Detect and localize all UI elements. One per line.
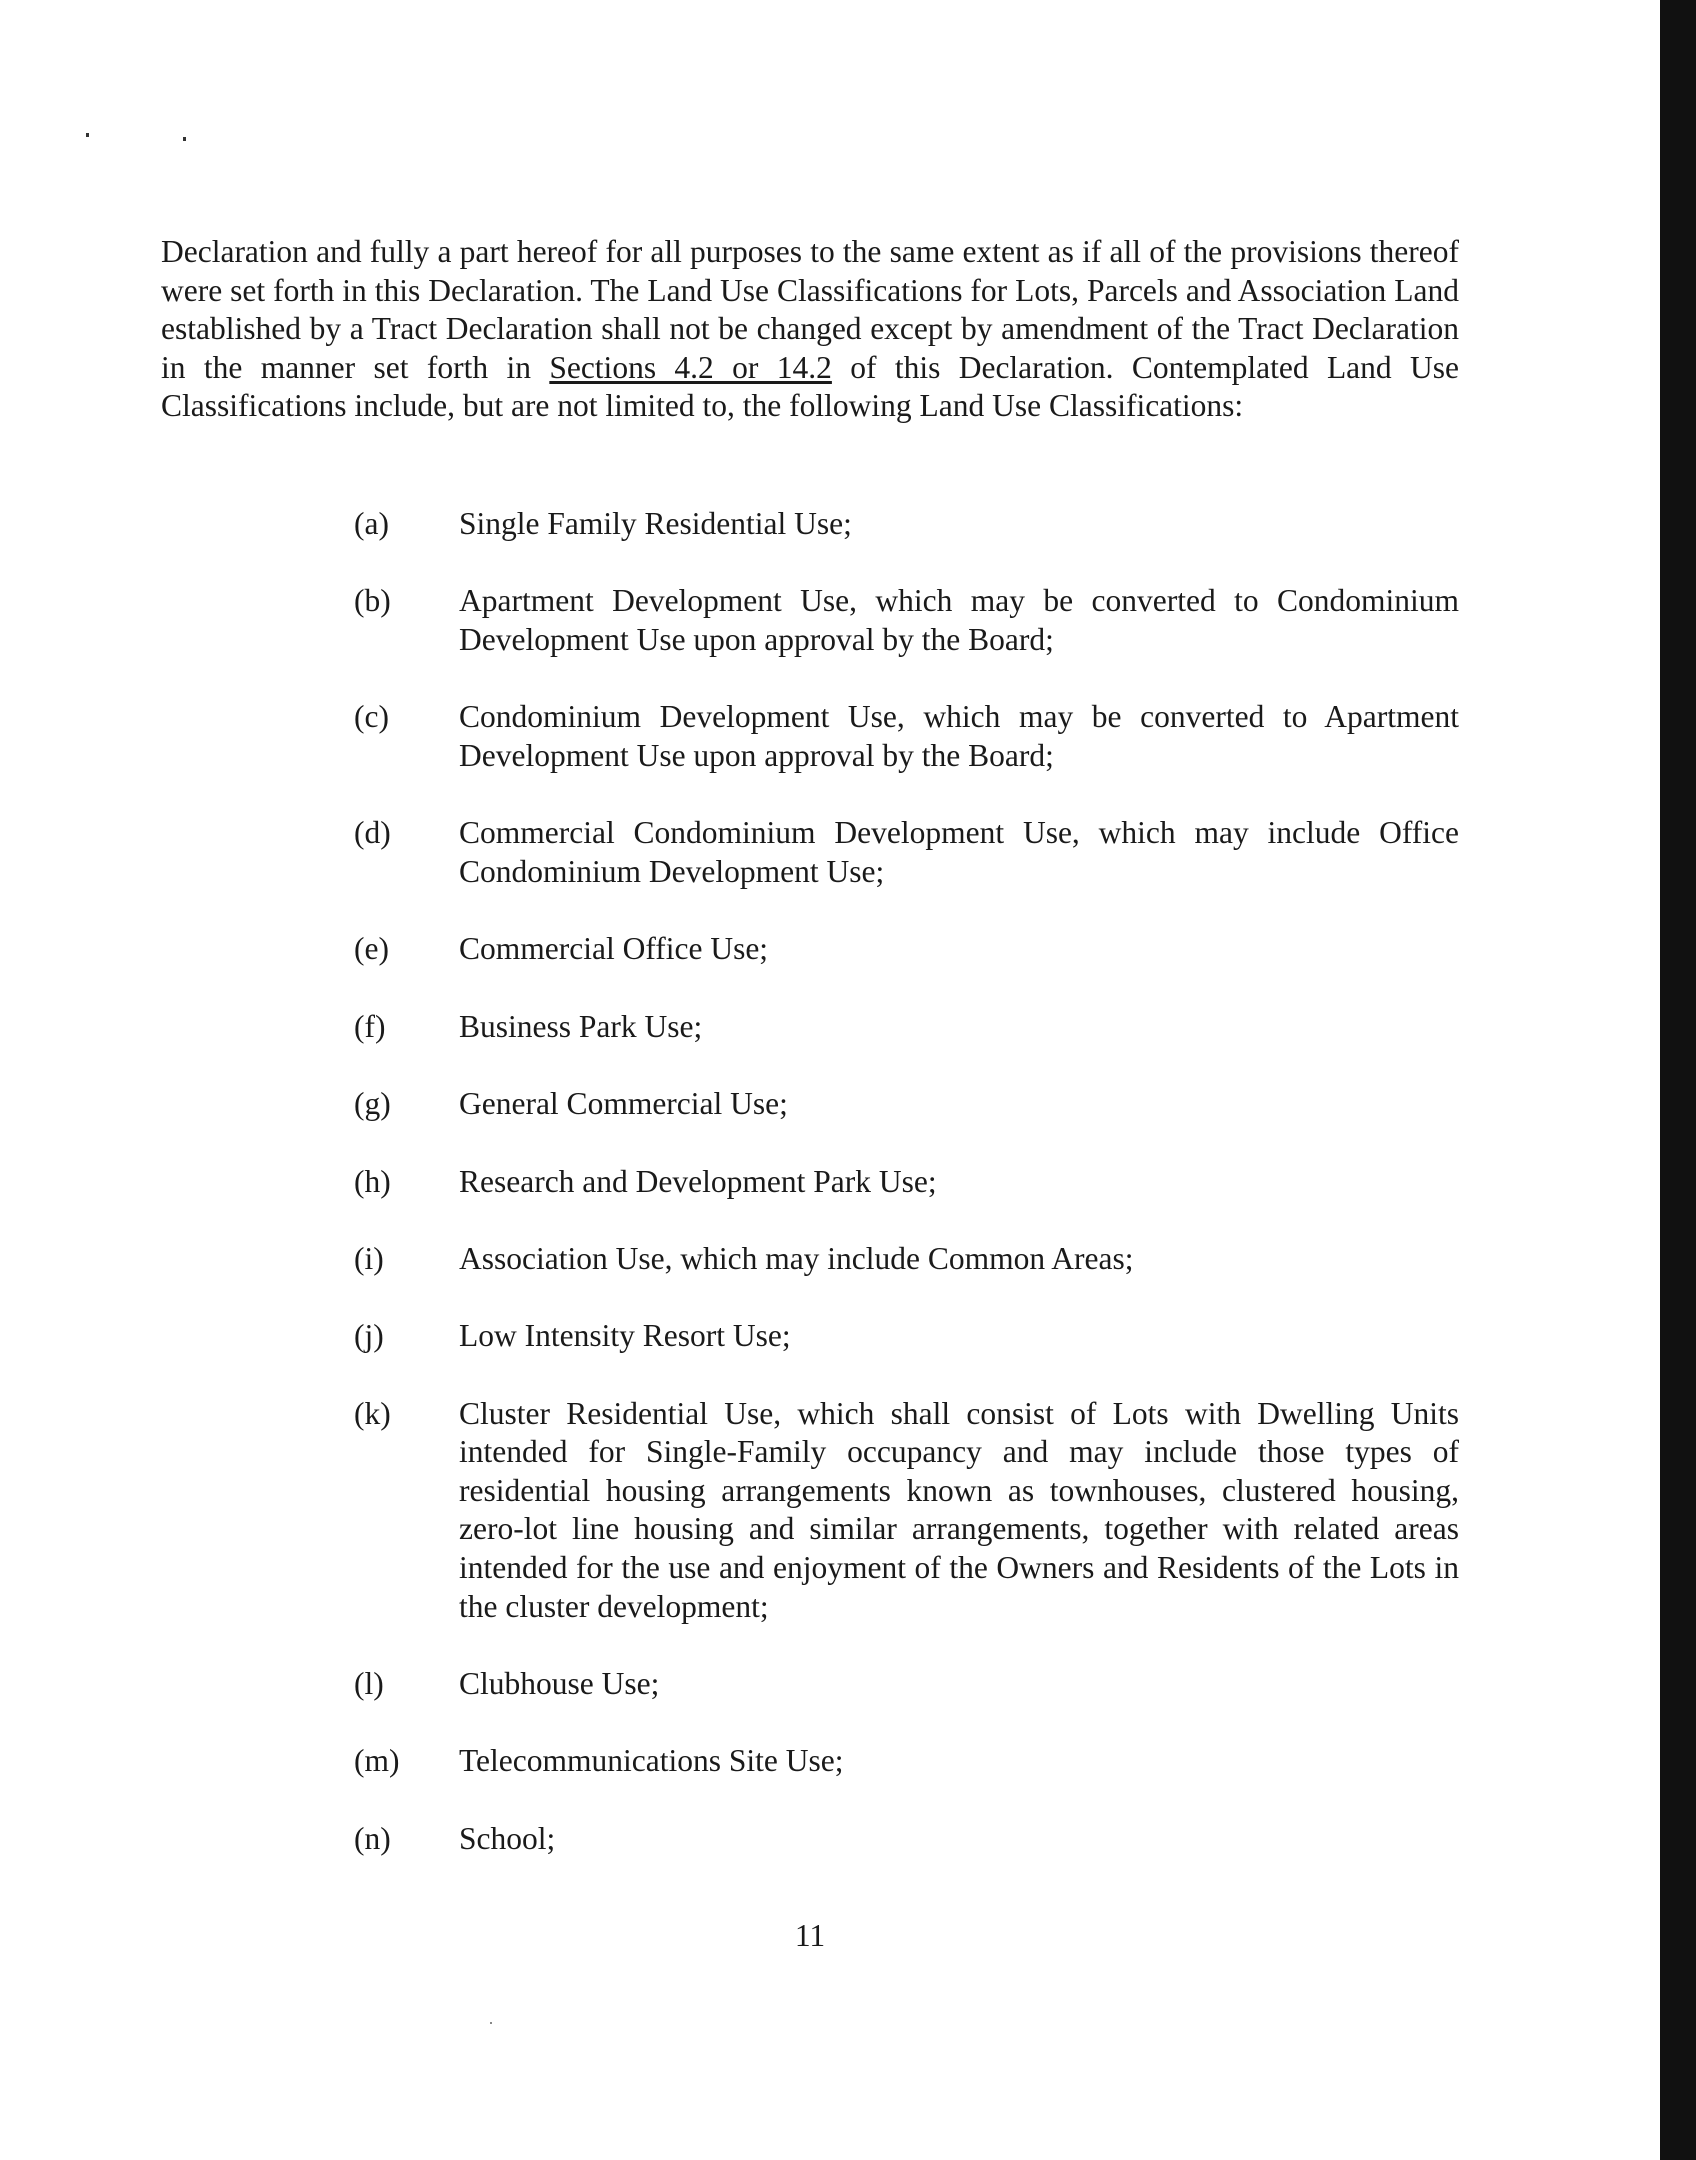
list-item-label: (b)	[354, 583, 391, 619]
list-item-text: Low Intensity Resort Use;	[459, 1318, 791, 1354]
list-item	[354, 505, 1459, 544]
list-item-label: (j)	[354, 1318, 384, 1354]
list-item-label: (f)	[354, 1008, 386, 1044]
list-item-text: General Commercial Use;	[459, 1086, 788, 1122]
list-item-label: (c)	[354, 699, 389, 735]
list-item-label: (m)	[354, 1743, 400, 1779]
list-item	[354, 1240, 1459, 1279]
list-item-text: School;	[459, 1820, 556, 1856]
list-item	[354, 1317, 1459, 1356]
list-item-label: (h)	[354, 1163, 391, 1199]
list-item	[354, 1742, 1459, 1781]
list-item-text: Cluster Residential Use, which shall consist of Lots with Dwelling Units intended for Single-Family occupancy and may include those types of residential housing arrangements known as townhouses, clustered housing, zero-lot line housing and similar arrangements, together with related areas intended for the use and enjoyment of the Owners and Residents of the Lots in the cluster development;	[459, 1395, 1459, 1624]
list-item-label: (g)	[354, 1086, 391, 1122]
list-item	[354, 582, 1459, 659]
list-item-text: Condominium Development Use, which may be converted to Apartment Development Use upon approval by the Board;	[459, 699, 1459, 773]
list-item	[354, 1820, 1459, 1859]
list-item-label: (e)	[354, 931, 389, 967]
list-item-text: Single Family Residential Use;	[459, 506, 852, 541]
list-item-text: Research and Development Park Use;	[459, 1163, 937, 1199]
list-item-text: Commercial Office Use;	[459, 931, 769, 967]
list-item	[354, 1085, 1459, 1124]
intro-paragraph	[161, 233, 1459, 426]
list-item-label: (d)	[354, 815, 391, 851]
intro-text-after: of this Declaration. Contemplated Land Use Classifications include, but are not limited to, the following Land Use Classifications:	[161, 349, 1460, 424]
scan-speck	[86, 133, 89, 137]
list-item-label: (n)	[354, 1820, 391, 1856]
list-item-text: Clubhouse Use;	[459, 1666, 660, 1702]
list-item-label: (l)	[354, 1666, 384, 1702]
list-item-text: Business Park Use;	[459, 1008, 703, 1044]
list-item	[354, 698, 1459, 775]
list-item-text: Association Use, which may include Common Areas;	[459, 1240, 1134, 1276]
list-item-text: Apartment Development Use, which may be converted to Condominium Development Use upon approval by the Board;	[459, 583, 1459, 657]
intro-text-before: Declaration and fully a part hereof for all purposes to the same extent as if all of the provisions thereof were set forth in this Declaration. The Land Use Classifications for Lots, Parcels and Association Land established by a Tract Declaration shall not be changed except by amendment of the Tract Declaration in the manner set forth in	[161, 234, 1459, 385]
section-reference: Sections 4.2 or 14.2	[549, 349, 832, 385]
list-item-label: (a)	[354, 506, 389, 541]
list-item	[354, 930, 1459, 969]
classification-list	[354, 505, 1459, 1897]
scan-speck	[183, 137, 186, 141]
list-item	[354, 1008, 1459, 1047]
list-item-label: (k)	[354, 1395, 391, 1431]
list-item	[354, 1163, 1459, 1202]
list-item	[354, 1395, 1459, 1627]
list-item	[354, 1665, 1459, 1704]
list-item-text: Commercial Condominium Development Use, which may include Office Condominium Development Use;	[459, 815, 1459, 889]
scan-border	[1660, 0, 1696, 2160]
list-item-label: (i)	[354, 1240, 384, 1276]
list-item	[354, 814, 1459, 891]
scan-speck	[490, 2022, 492, 2024]
list-item-text: Telecommunications Site Use;	[459, 1743, 844, 1779]
page-number: 11	[794, 1918, 826, 1953]
